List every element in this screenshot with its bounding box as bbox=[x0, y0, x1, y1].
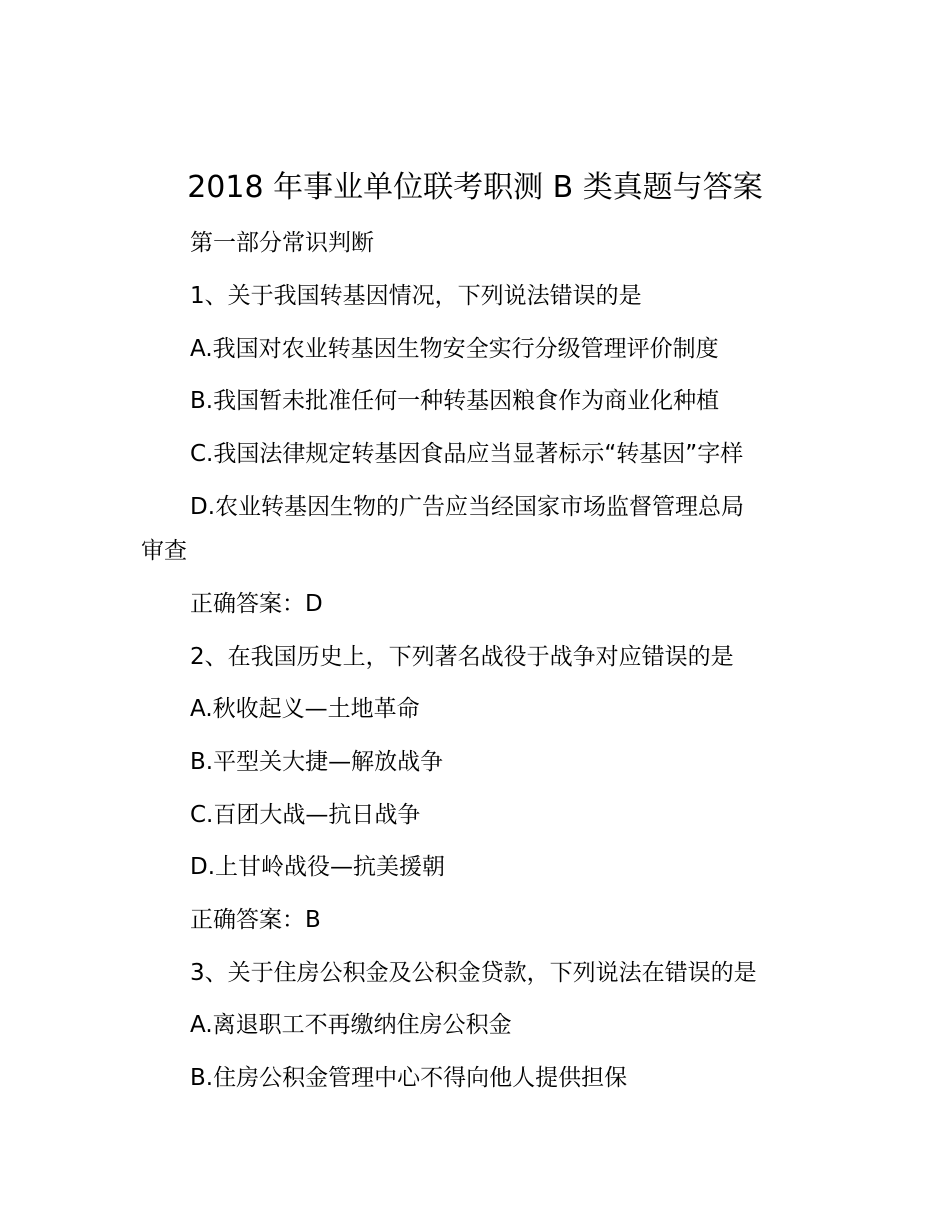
question-2-option-b: B.平型关大捷—解放战争 bbox=[190, 749, 444, 775]
question-3-stem: 3、关于住房公积金及公积金贷款，下列说法在错误的是 bbox=[190, 960, 757, 986]
question-1-option-d-continuation: 审查 bbox=[141, 538, 187, 564]
question-2-stem: 2、在我国历史上，下列著名战役于战争对应错误的是 bbox=[190, 644, 734, 670]
question-1-option-b: B.我国暂未批准任何一种转基因粮食作为商业化种植 bbox=[190, 388, 720, 414]
question-1-stem: 1、关于我国转基因情况，下列说法错误的是 bbox=[190, 283, 642, 309]
document-title: 2018 年事业单位联考职测 B 类真题与答案 bbox=[187, 170, 763, 205]
section-heading: 第一部分常识判断 bbox=[190, 230, 374, 256]
question-2-option-a: A.秋收起义—土地革命 bbox=[190, 696, 420, 722]
question-3-option-b: B.住房公积金管理中心不得向他人提供担保 bbox=[190, 1065, 628, 1091]
question-1-option-c: C.我国法律规定转基因食品应当显著标示“转基因”字样 bbox=[190, 441, 744, 467]
question-2-answer: 正确答案：B bbox=[190, 907, 321, 933]
question-2-option-c: C.百团大战—抗日战争 bbox=[190, 802, 421, 828]
question-1-option-d: D.农业转基因生物的广告应当经国家市场监督管理总局 bbox=[190, 494, 745, 520]
question-1-option-a: A.我国对农业转基因生物安全实行分级管理评价制度 bbox=[190, 336, 719, 362]
question-3-option-a: A.离退职工不再缴纳住房公积金 bbox=[190, 1012, 512, 1038]
question-1-answer: 正确答案：D bbox=[190, 591, 323, 617]
question-2-option-d: D.上甘岭战役—抗美援朝 bbox=[190, 854, 446, 880]
